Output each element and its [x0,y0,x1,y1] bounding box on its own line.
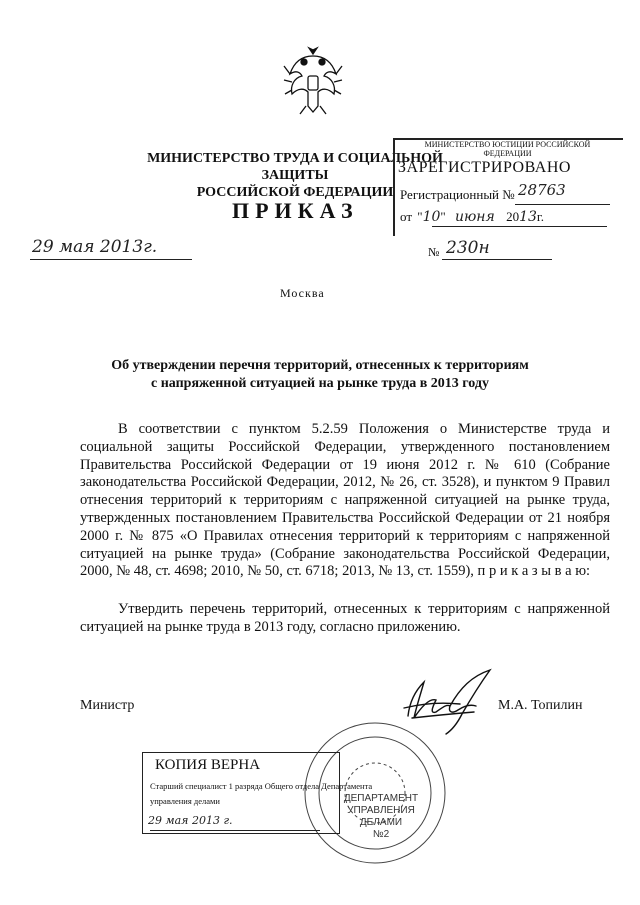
document-type: ПРИКАЗ [232,198,359,223]
body-paragraph-2: Утвердить перечень территорий, отнесенных к территориям с напряженной ситуацией на рынке труда в 2013 году, согласно приложению. [80,601,610,635]
order-date: 29 мая 2013г. [32,237,158,257]
order-body [80,421,610,637]
order-number-label: № [428,245,440,259]
copy-stamp-department: управления делами [150,796,220,806]
coat-of-arms-icon [282,46,344,116]
registration-date-prefix: от [400,209,413,224]
registration-stamp-title: ЗАРЕГИСТРИРОВАНО [398,159,571,176]
round-stamp-line-4: №2 [372,829,390,840]
round-stamp-line-3: ДЕЛАМИ [359,817,403,828]
round-stamp-text [336,793,426,841]
body-paragraph-1: В соответствии с пунктом 5.2.59 Положения о Министерстве труда и социальной защиты Российской Федерации, утвержденного постановлением Правительства Российской Федерации от 19 июня 2012 г. № 610 (Собрание законодательства Российской Федерации, 2012, № 26, ст. 3528), и пунктом 9 Правил отнесения территорий к территориям с напряженной ситуацией на рынке труда, утвержденных постановлением Правительства Российской Федерации от 21 ноября 2000 г. № 875 «О Правилах отнесения территорий к территориям с напряженной ситуацией на рынке труда» (Собрание законодательства Российской Федерации, 2000, № 48, ст. 4698; 2010, № 50, ст. 6718; 2013, № 13, ст. 1559), п р и к а з ы в а ю: [80,421,610,580]
order-date-underline [30,259,192,260]
order-title-line-1: Об утверждении перечня территорий, отнесенных к территориям [111,358,529,373]
registration-number-value: 28763 [518,181,566,199]
registration-date-underline [432,226,607,227]
registration-number-underline [515,204,610,205]
registration-date: от "10" июня 2013г. [400,209,545,225]
registration-date-month: июня [454,209,495,225]
city: Москва [280,286,325,300]
registration-number-label: Регистрационный № [400,187,515,202]
copy-stamp-date: 29 мая 2013 г. [148,814,233,827]
round-stamp-line-2: УПРАВЛЕНИЯ [347,805,415,816]
registration-date-suffix: г. [536,209,545,224]
registration-stamp-header: МИНИСТЕРСТВО ЮСТИЦИИ РОССИЙСКОЙ ФЕДЕРАЦИИ [424,140,591,158]
registration-date-year: 13 [519,209,537,225]
copy-stamp-position: Старший специалист 1 разряда Общего отдела Департамента [150,781,373,791]
round-stamp-line-1: ДЕПАРТАМЕНТ [343,793,419,804]
ministry-line-1: МИНИСТЕРСТВО ТРУДА И СОЦИАЛЬНОЙ ЗАЩИТЫ [147,151,443,183]
order-number-underline [442,259,552,260]
order-number: 230н [446,238,490,258]
order-title-line-2: с напряженной ситуацией на рынке труда в 2013 году [151,376,489,391]
signatory-position: Министр [80,698,135,713]
registration-date-year-prefix: 20 [506,209,520,224]
signatory-name: М.А. Топилин [498,698,583,713]
copy-stamp-date-underline [150,830,320,831]
ministry-line-2: РОССИЙСКОЙ ФЕДЕРАЦИИ [196,185,394,200]
copy-stamp-title: КОПИЯ ВЕРНА [155,757,261,773]
order-title [90,357,550,393]
registration-date-day: 10 [422,209,441,225]
